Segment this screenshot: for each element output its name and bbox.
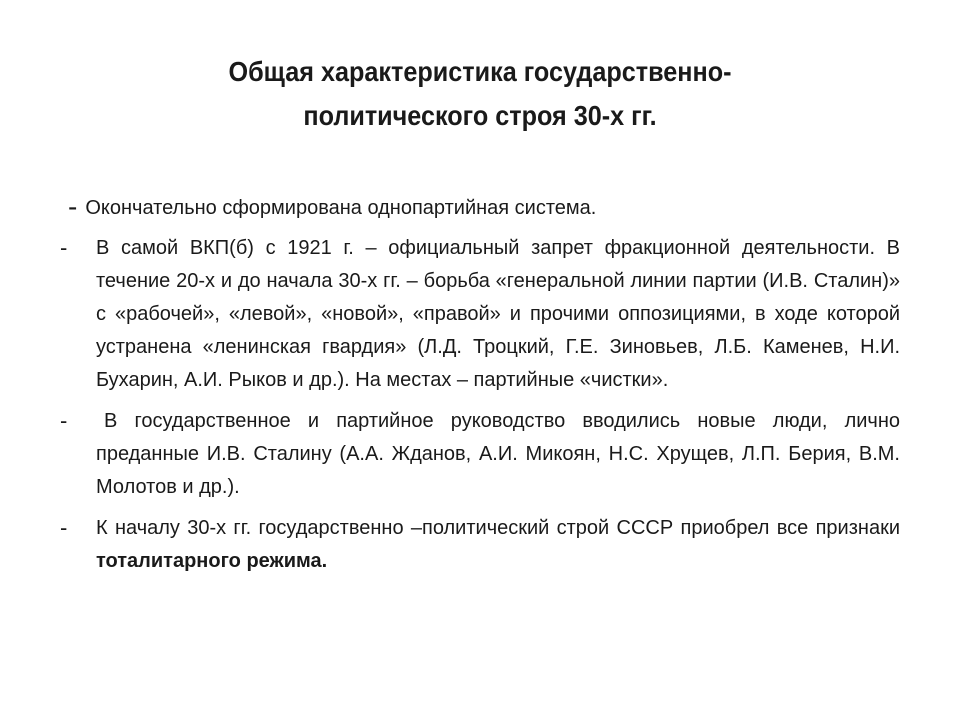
list-item bbox=[60, 232, 900, 397]
bullet-text: В самой ВКП(б) с 1921 г. – официальный запрет фракционной деятельности. В течение 20-х и до начала 30-х гг. – борьба «генеральной линии партии (И.В. Сталин)» с «рабочей», «левой», «новой», «правой» и прочими оппозициями, в ходе которой устранена «ленинская гвардия» (Л.Д. Троцкий, Г.Е. Зиновьев, Л.Б. Каменев, Н.И. Бухарин, А.И. Рыков и др.). На местах – партийные «чистки». bbox=[96, 237, 900, 391]
bullet-text-bold: тоталитарного режима. bbox=[96, 550, 328, 572]
list-item bbox=[60, 512, 900, 578]
bullet-text: В государственное и партийное руководство вводились новые люди, лично преданные И.В. Сталину (А.А. Жданов, А.И. Микоян, Н.С. Хрущев, Л.П. Берия, В.М. Молотов и др.). bbox=[96, 410, 900, 498]
intro-dash: - bbox=[68, 191, 78, 222]
list-item bbox=[60, 405, 900, 504]
bullet-marker: - bbox=[60, 408, 68, 433]
bullet-list bbox=[60, 232, 900, 586]
intro-line bbox=[68, 190, 888, 223]
bullet-text bbox=[96, 517, 900, 572]
bullet-marker: - bbox=[60, 515, 68, 540]
bullet-text-prefix: К началу 30-х гг. государственно –политический строй СССР приобрел все признаки bbox=[96, 517, 900, 539]
slide-title bbox=[120, 50, 840, 138]
title-line-2: политического строя 30-х гг. bbox=[303, 100, 657, 131]
bullet-marker: - bbox=[60, 235, 68, 260]
title-line-1: Общая характеристика государственно- bbox=[228, 56, 732, 87]
intro-text: Окончательно сформирована однопартийная система. bbox=[85, 197, 597, 219]
